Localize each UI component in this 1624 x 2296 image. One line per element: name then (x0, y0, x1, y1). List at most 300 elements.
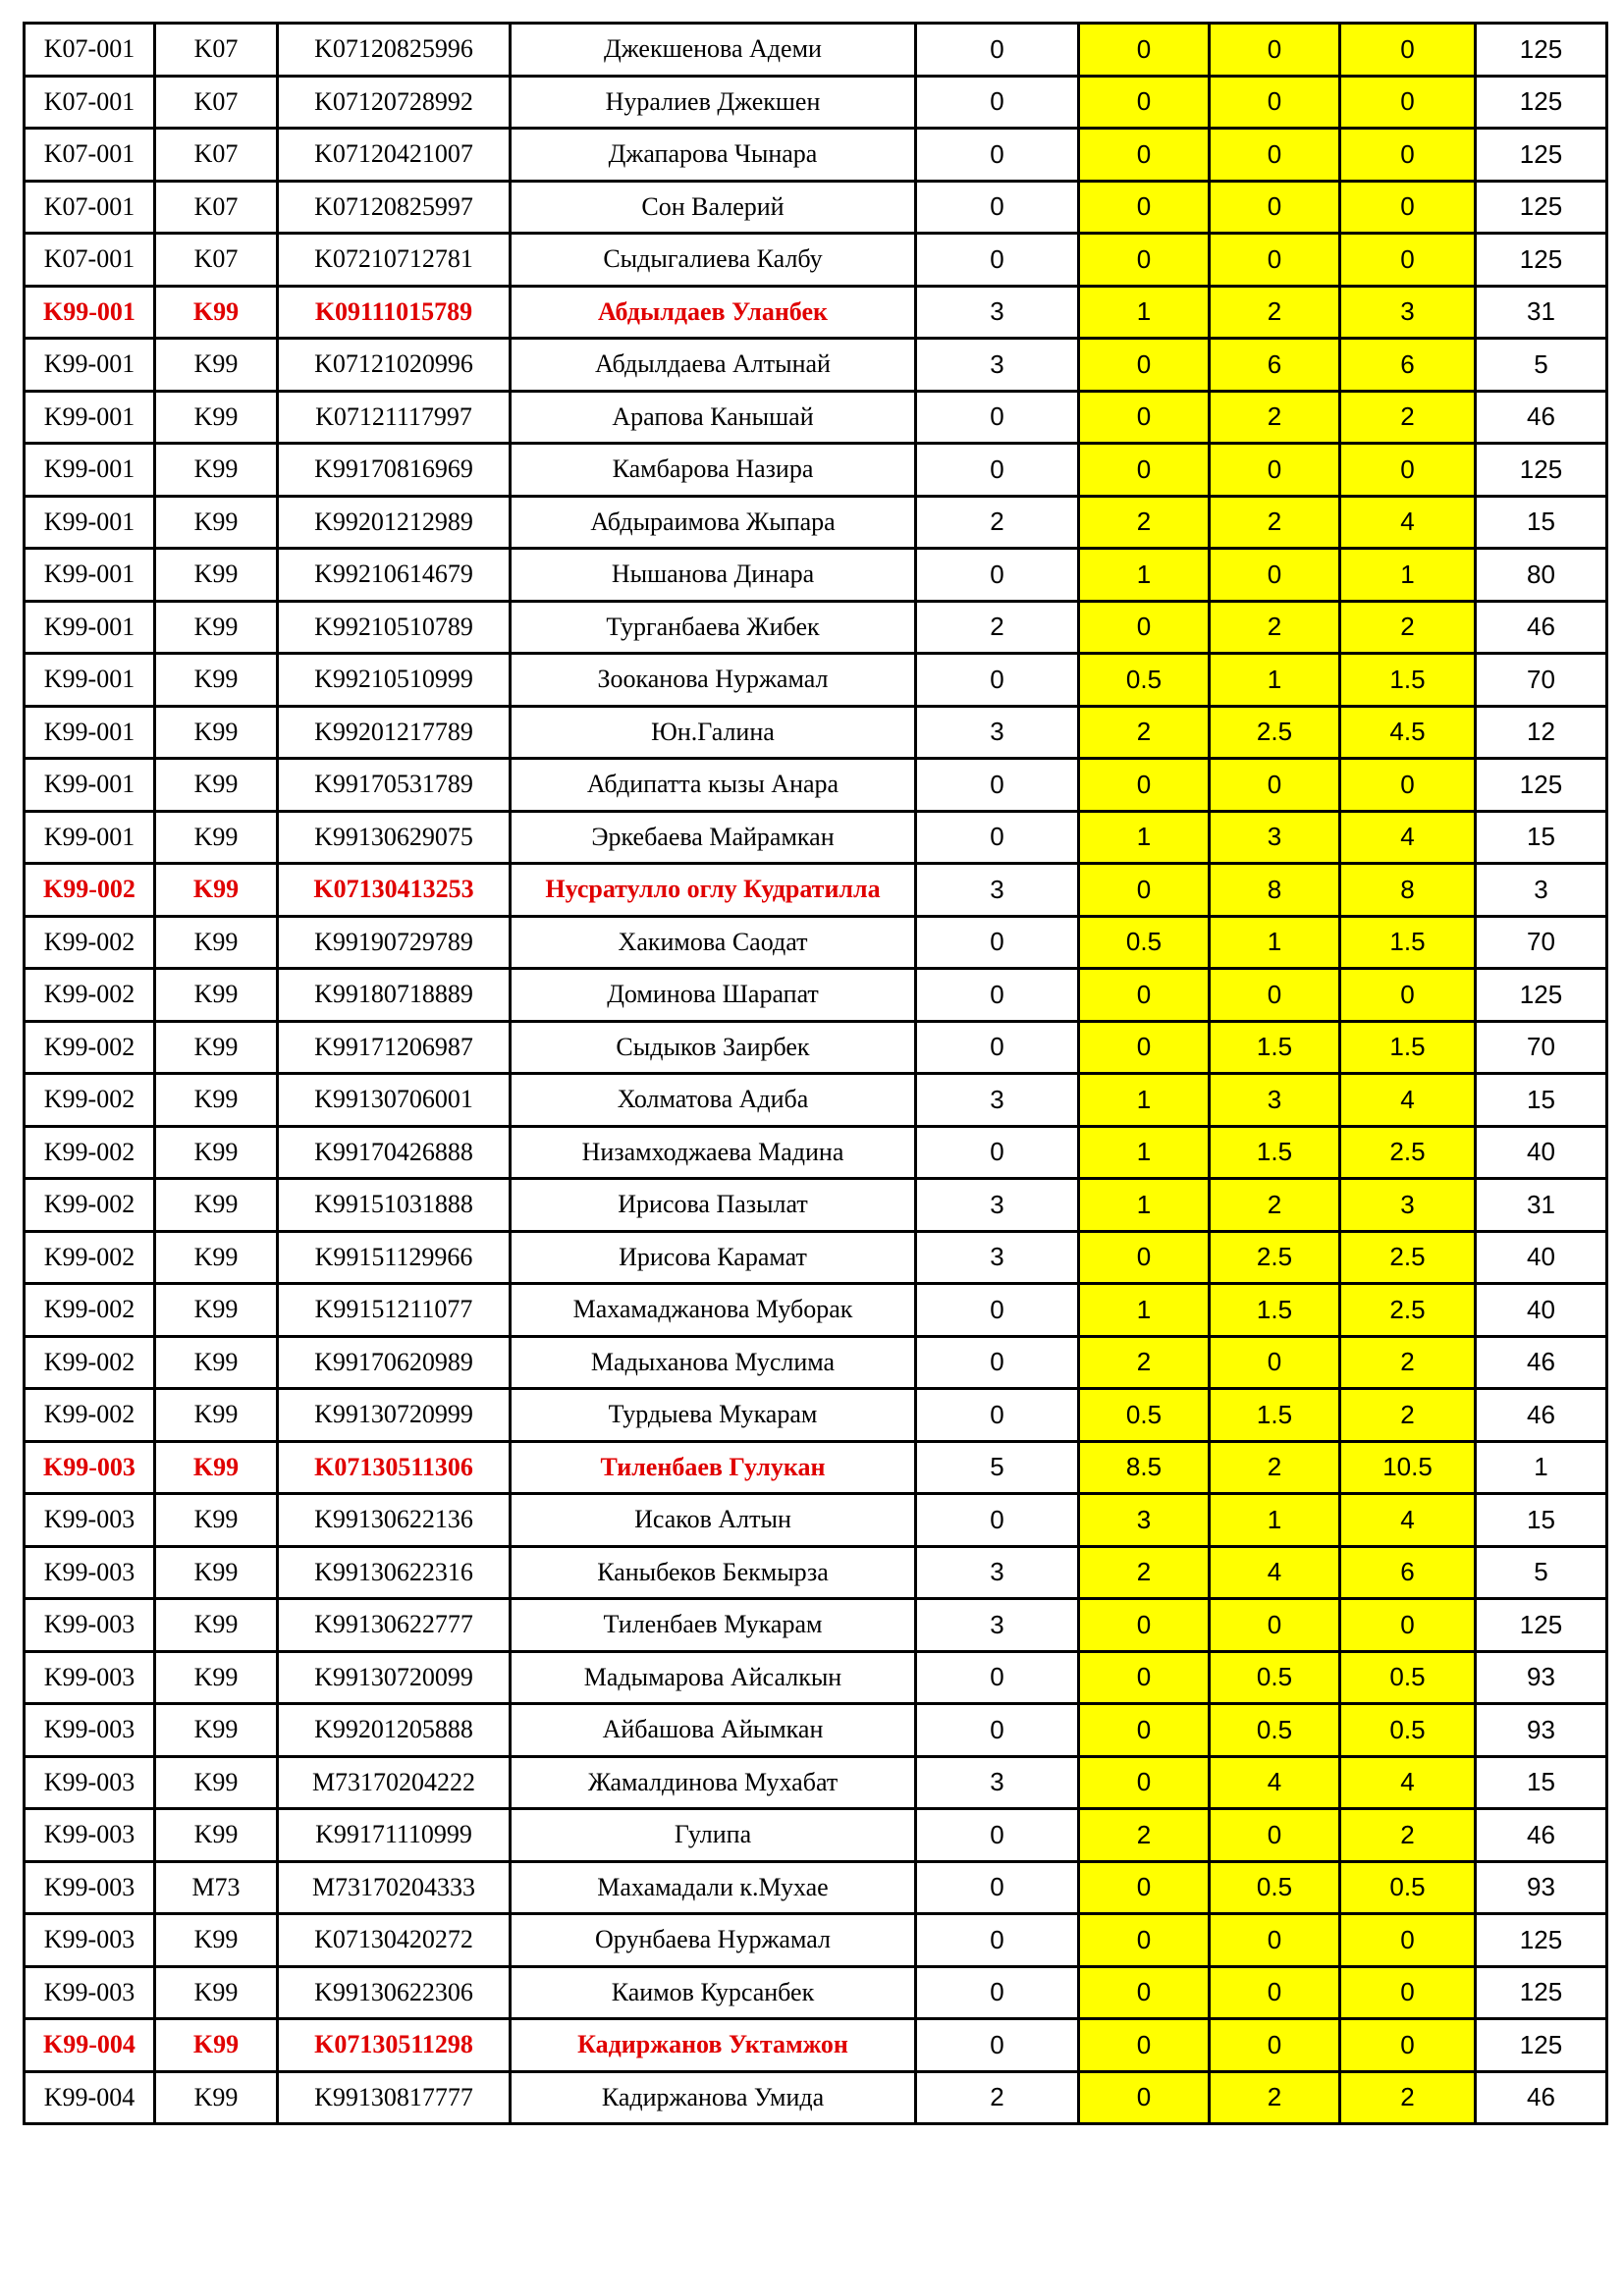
cell-name: Низамходжаева Мадина (511, 1126, 916, 1179)
cell-score-1: 0 (916, 129, 1079, 182)
cell-score-total: 4.5 (1340, 706, 1476, 759)
cell-group: K99 (155, 1546, 278, 1599)
cell-code: K99-004 (25, 2071, 155, 2124)
cell-group: K99 (155, 1126, 278, 1179)
cell-code: K99-003 (25, 1756, 155, 1809)
cell-score-1: 0 (916, 1651, 1079, 1704)
cell-score-3: 2.5 (1210, 706, 1340, 759)
cell-score-3: 1.5 (1210, 1389, 1340, 1442)
cell-score-2: 0 (1079, 1651, 1210, 1704)
table-row (25, 1389, 1607, 1442)
cell-score-3: 1 (1210, 916, 1340, 969)
cell-score-total: 0 (1340, 234, 1476, 287)
cell-score-total: 2 (1340, 601, 1476, 654)
cell-score-total: 0.5 (1340, 1704, 1476, 1757)
cell-score-2: 0.5 (1079, 916, 1210, 969)
table-body (25, 24, 1607, 2124)
cell-name: Орунбаева Нуржамал (511, 1914, 916, 1967)
cell-score-total: 2 (1340, 2071, 1476, 2124)
cell-rank: 70 (1476, 1021, 1607, 1074)
cell-code: K99-002 (25, 1389, 155, 1442)
table-row (25, 1809, 1607, 1862)
cell-score-3: 6 (1210, 339, 1340, 392)
cell-score-2: 1 (1079, 549, 1210, 602)
cell-score-2: 0 (1079, 1704, 1210, 1757)
cell-group: K99 (155, 1021, 278, 1074)
cell-score-total: 3 (1340, 286, 1476, 339)
cell-score-1: 3 (916, 706, 1079, 759)
cell-score-3: 0 (1210, 1336, 1340, 1389)
cell-score-3: 0 (1210, 181, 1340, 234)
cell-score-1: 0 (916, 916, 1079, 969)
cell-score-total: 0 (1340, 1966, 1476, 2019)
cell-group: K99 (155, 444, 278, 497)
cell-name: Абдылдаев Уланбек (511, 286, 916, 339)
cell-rank: 125 (1476, 1966, 1607, 2019)
cell-rank: 15 (1476, 1074, 1607, 1127)
cell-score-1: 2 (916, 496, 1079, 549)
cell-id: K99151031888 (278, 1179, 511, 1232)
cell-id: K99201212989 (278, 496, 511, 549)
cell-code: K99-002 (25, 969, 155, 1022)
cell-name: Камбарова Назира (511, 444, 916, 497)
cell-score-3: 0.5 (1210, 1704, 1340, 1757)
table-row (25, 916, 1607, 969)
cell-score-1: 3 (916, 339, 1079, 392)
cell-code: K99-003 (25, 1966, 155, 2019)
cell-score-3: 0 (1210, 24, 1340, 77)
cell-name: Каныбеков Бекмырза (511, 1546, 916, 1599)
cell-group: K99 (155, 1231, 278, 1284)
cell-score-1: 0 (916, 654, 1079, 707)
cell-group: K99 (155, 1599, 278, 1652)
cell-id: K99151129966 (278, 1231, 511, 1284)
cell-id: K99151211077 (278, 1284, 511, 1337)
cell-name: Сон Валерий (511, 181, 916, 234)
cell-name: Жамалдинова Мухабат (511, 1756, 916, 1809)
cell-score-1: 5 (916, 1441, 1079, 1494)
cell-score-2: 0 (1079, 1756, 1210, 1809)
cell-code: K99-002 (25, 1336, 155, 1389)
table-row (25, 1284, 1607, 1337)
cell-score-2: 0 (1079, 234, 1210, 287)
cell-score-3: 1.5 (1210, 1284, 1340, 1337)
cell-score-1: 0 (916, 1966, 1079, 2019)
cell-code: K99-001 (25, 811, 155, 864)
cell-rank: 125 (1476, 181, 1607, 234)
cell-rank: 3 (1476, 864, 1607, 917)
cell-score-2: 0 (1079, 339, 1210, 392)
cell-id: K99170531789 (278, 759, 511, 812)
cell-score-3: 3 (1210, 811, 1340, 864)
cell-id: M73170204333 (278, 1861, 511, 1914)
cell-score-2: 0 (1079, 181, 1210, 234)
cell-rank: 46 (1476, 1389, 1607, 1442)
cell-score-2: 0 (1079, 1861, 1210, 1914)
cell-score-2: 1 (1079, 286, 1210, 339)
cell-name: Тиленбаев Мукарам (511, 1599, 916, 1652)
cell-score-1: 3 (916, 1179, 1079, 1232)
cell-rank: 93 (1476, 1861, 1607, 1914)
cell-score-3: 0 (1210, 759, 1340, 812)
cell-code: K99-001 (25, 286, 155, 339)
cell-score-1: 0 (916, 1494, 1079, 1547)
cell-score-3: 1.5 (1210, 1126, 1340, 1179)
cell-group: K99 (155, 1809, 278, 1862)
cell-group: K99 (155, 706, 278, 759)
cell-name: Турдыева Мукарам (511, 1389, 916, 1442)
cell-score-1: 3 (916, 1756, 1079, 1809)
cell-rank: 12 (1476, 706, 1607, 759)
cell-score-1: 0 (916, 76, 1079, 129)
cell-score-total: 0 (1340, 181, 1476, 234)
cell-id: K07130413253 (278, 864, 511, 917)
cell-rank: 46 (1476, 1809, 1607, 1862)
cell-score-2: 0 (1079, 864, 1210, 917)
cell-code: K99-003 (25, 1651, 155, 1704)
cell-code: K99-001 (25, 654, 155, 707)
cell-score-1: 3 (916, 286, 1079, 339)
cell-score-1: 0 (916, 181, 1079, 234)
cell-score-total: 0 (1340, 759, 1476, 812)
cell-id: K99190729789 (278, 916, 511, 969)
cell-id: K99201217789 (278, 706, 511, 759)
cell-rank: 40 (1476, 1126, 1607, 1179)
table-row (25, 234, 1607, 287)
cell-name: Абдылдаева Алтынай (511, 339, 916, 392)
cell-name: Джекшенова Адеми (511, 24, 916, 77)
cell-name: Юн.Галина (511, 706, 916, 759)
cell-group: K99 (155, 1179, 278, 1232)
cell-group: K99 (155, 496, 278, 549)
cell-score-1: 0 (916, 2019, 1079, 2072)
cell-score-2: 1 (1079, 1126, 1210, 1179)
cell-name: Хакимова Саодат (511, 916, 916, 969)
cell-score-1: 3 (916, 864, 1079, 917)
cell-score-total: 0 (1340, 24, 1476, 77)
cell-score-total: 0 (1340, 1599, 1476, 1652)
cell-score-3: 3 (1210, 1074, 1340, 1127)
cell-rank: 70 (1476, 654, 1607, 707)
cell-id: K99210510789 (278, 601, 511, 654)
table-row (25, 1021, 1607, 1074)
table-row (25, 1126, 1607, 1179)
table-row (25, 706, 1607, 759)
cell-id: K99130706001 (278, 1074, 511, 1127)
cell-name: Доминова Шарапат (511, 969, 916, 1022)
cell-rank: 1 (1476, 1441, 1607, 1494)
cell-score-total: 2 (1340, 1336, 1476, 1389)
cell-code: K99-003 (25, 1441, 155, 1494)
cell-score-1: 0 (916, 1914, 1079, 1967)
cell-code: K99-002 (25, 1284, 155, 1337)
cell-code: K99-001 (25, 391, 155, 444)
cell-rank: 125 (1476, 969, 1607, 1022)
table-row (25, 444, 1607, 497)
data-table (23, 22, 1608, 2125)
cell-code: K99-003 (25, 1809, 155, 1862)
cell-name: Эркебаева Майрамкан (511, 811, 916, 864)
cell-id: K99130622316 (278, 1546, 511, 1599)
cell-group: K99 (155, 2071, 278, 2124)
cell-name: Джапарова Чынара (511, 129, 916, 182)
cell-code: K99-002 (25, 1179, 155, 1232)
cell-id: K07120421007 (278, 129, 511, 182)
table-row (25, 1179, 1607, 1232)
cell-score-total: 2.5 (1340, 1126, 1476, 1179)
cell-score-total: 0 (1340, 969, 1476, 1022)
cell-name: Ирисова Пазылат (511, 1179, 916, 1232)
cell-id: K99130622136 (278, 1494, 511, 1547)
cell-id: K99130622306 (278, 1966, 511, 2019)
cell-code: K99-003 (25, 1599, 155, 1652)
cell-score-2: 0 (1079, 24, 1210, 77)
cell-code: K99-002 (25, 864, 155, 917)
table-row (25, 601, 1607, 654)
cell-id: K99210614679 (278, 549, 511, 602)
cell-score-total: 4 (1340, 496, 1476, 549)
cell-score-total: 0 (1340, 2019, 1476, 2072)
cell-group: K99 (155, 1494, 278, 1547)
cell-rank: 40 (1476, 1231, 1607, 1284)
cell-code: K99-001 (25, 339, 155, 392)
cell-rank: 70 (1476, 916, 1607, 969)
cell-rank: 125 (1476, 76, 1607, 129)
table-row (25, 969, 1607, 1022)
cell-score-2: 0 (1079, 759, 1210, 812)
cell-code: K99-002 (25, 1231, 155, 1284)
cell-rank: 125 (1476, 759, 1607, 812)
cell-score-1: 3 (916, 1231, 1079, 1284)
table-row (25, 129, 1607, 182)
cell-score-3: 4 (1210, 1756, 1340, 1809)
cell-score-2: 2 (1079, 1809, 1210, 1862)
table-row-group-head (25, 286, 1607, 339)
cell-id: K99130720099 (278, 1651, 511, 1704)
cell-rank: 46 (1476, 1336, 1607, 1389)
cell-name: Сыдыгалиева Калбу (511, 234, 916, 287)
cell-name: Сыдыков Заирбек (511, 1021, 916, 1074)
cell-name: Холматова Адиба (511, 1074, 916, 1127)
cell-score-2: 2 (1079, 1546, 1210, 1599)
cell-score-1: 3 (916, 1546, 1079, 1599)
cell-score-1: 0 (916, 444, 1079, 497)
table-row (25, 2071, 1607, 2124)
cell-score-total: 0 (1340, 129, 1476, 182)
cell-score-2: 1 (1079, 1179, 1210, 1232)
table-row (25, 24, 1607, 77)
cell-score-3: 0 (1210, 1914, 1340, 1967)
cell-group: K99 (155, 1966, 278, 2019)
cell-rank: 125 (1476, 234, 1607, 287)
cell-score-total: 10.5 (1340, 1441, 1476, 1494)
cell-group: K07 (155, 129, 278, 182)
cell-score-3: 2 (1210, 1179, 1340, 1232)
cell-group: K99 (155, 864, 278, 917)
cell-id: K99130720999 (278, 1389, 511, 1442)
cell-code: K07-001 (25, 76, 155, 129)
cell-score-3: 0.5 (1210, 1651, 1340, 1704)
cell-score-total: 6 (1340, 1546, 1476, 1599)
cell-id: K09111015789 (278, 286, 511, 339)
table-row (25, 496, 1607, 549)
cell-name: Нуралиев Джекшен (511, 76, 916, 129)
cell-score-3: 0 (1210, 76, 1340, 129)
cell-score-3: 8 (1210, 864, 1340, 917)
cell-score-2: 2 (1079, 706, 1210, 759)
cell-score-1: 3 (916, 1599, 1079, 1652)
cell-score-1: 0 (916, 1336, 1079, 1389)
cell-rank: 93 (1476, 1704, 1607, 1757)
cell-id: K99130817777 (278, 2071, 511, 2124)
cell-score-2: 2 (1079, 496, 1210, 549)
cell-rank: 46 (1476, 391, 1607, 444)
cell-name: Исаков Алтын (511, 1494, 916, 1547)
cell-id: K99130622777 (278, 1599, 511, 1652)
cell-name: Кадиржанов Уктамжон (511, 2019, 916, 2072)
cell-score-1: 0 (916, 759, 1079, 812)
cell-score-1: 0 (916, 1284, 1079, 1337)
cell-code: K99-001 (25, 444, 155, 497)
cell-score-2: 1 (1079, 1284, 1210, 1337)
cell-rank: 15 (1476, 1756, 1607, 1809)
cell-score-1: 2 (916, 2071, 1079, 2124)
cell-score-1: 0 (916, 1809, 1079, 1862)
cell-score-total: 0.5 (1340, 1861, 1476, 1914)
cell-score-3: 2 (1210, 601, 1340, 654)
cell-name: Нышанова Динара (511, 549, 916, 602)
cell-id: K07121020996 (278, 339, 511, 392)
cell-code: K99-003 (25, 1914, 155, 1967)
cell-score-3: 0 (1210, 444, 1340, 497)
cell-rank: 125 (1476, 129, 1607, 182)
cell-score-3: 2 (1210, 496, 1340, 549)
table-row (25, 1494, 1607, 1547)
cell-group: K99 (155, 1651, 278, 1704)
cell-score-1: 0 (916, 24, 1079, 77)
cell-code: K99-001 (25, 601, 155, 654)
cell-score-3: 0 (1210, 549, 1340, 602)
cell-score-2: 2 (1079, 1336, 1210, 1389)
cell-score-3: 2 (1210, 1441, 1340, 1494)
cell-score-2: 0 (1079, 1021, 1210, 1074)
cell-group: K99 (155, 654, 278, 707)
cell-score-3: 0.5 (1210, 1861, 1340, 1914)
cell-score-3: 1.5 (1210, 1021, 1340, 1074)
cell-score-total: 0 (1340, 444, 1476, 497)
cell-group: K99 (155, 339, 278, 392)
cell-score-total: 4 (1340, 811, 1476, 864)
cell-score-2: 3 (1079, 1494, 1210, 1547)
cell-code: K99-001 (25, 496, 155, 549)
table-row (25, 759, 1607, 812)
table-row (25, 1756, 1607, 1809)
cell-id: K99171206987 (278, 1021, 511, 1074)
cell-name: Кадиржанова Умида (511, 2071, 916, 2124)
cell-score-1: 0 (916, 1126, 1079, 1179)
cell-id: K99130629075 (278, 811, 511, 864)
table-row (25, 549, 1607, 602)
cell-name: Абдипатта кызы Анара (511, 759, 916, 812)
cell-code: K99-003 (25, 1861, 155, 1914)
cell-score-total: 2 (1340, 1389, 1476, 1442)
cell-score-total: 4 (1340, 1494, 1476, 1547)
cell-id: K99180718889 (278, 969, 511, 1022)
cell-id: K07210712781 (278, 234, 511, 287)
cell-score-total: 2.5 (1340, 1284, 1476, 1337)
cell-score-1: 0 (916, 391, 1079, 444)
cell-id: K07121117997 (278, 391, 511, 444)
cell-code: K99-001 (25, 706, 155, 759)
cell-group: K99 (155, 916, 278, 969)
cell-score-2: 0 (1079, 2071, 1210, 2124)
cell-score-total: 2 (1340, 1809, 1476, 1862)
cell-name: Гулипа (511, 1809, 916, 1862)
cell-name: Арапова Канышай (511, 391, 916, 444)
cell-group: K99 (155, 811, 278, 864)
cell-score-1: 0 (916, 1389, 1079, 1442)
cell-group: K07 (155, 24, 278, 77)
cell-score-2: 0 (1079, 2019, 1210, 2072)
cell-code: K99-003 (25, 1704, 155, 1757)
cell-group: K99 (155, 549, 278, 602)
cell-group: K07 (155, 234, 278, 287)
cell-code: K99-004 (25, 2019, 155, 2072)
cell-name: Махамадали к.Мухае (511, 1861, 916, 1914)
cell-id: K99210510999 (278, 654, 511, 707)
cell-group: K99 (155, 1704, 278, 1757)
cell-rank: 31 (1476, 286, 1607, 339)
table-row (25, 1861, 1607, 1914)
cell-score-total: 0.5 (1340, 1651, 1476, 1704)
cell-rank: 31 (1476, 1179, 1607, 1232)
cell-rank: 125 (1476, 444, 1607, 497)
cell-group: K99 (155, 1914, 278, 1967)
cell-score-2: 0 (1079, 601, 1210, 654)
table-row (25, 811, 1607, 864)
cell-name: Айбашова Айымкан (511, 1704, 916, 1757)
cell-score-total: 8 (1340, 864, 1476, 917)
cell-score-total: 2.5 (1340, 1231, 1476, 1284)
cell-name: Мадымарова Айсалкын (511, 1651, 916, 1704)
cell-id: K99170426888 (278, 1126, 511, 1179)
cell-name: Нусратулло оглу Кудратилла (511, 864, 916, 917)
table-row (25, 181, 1607, 234)
cell-group: M73 (155, 1861, 278, 1914)
cell-score-2: 0 (1079, 129, 1210, 182)
cell-score-3: 0 (1210, 1809, 1340, 1862)
cell-id: M73170204222 (278, 1756, 511, 1809)
cell-rank: 93 (1476, 1651, 1607, 1704)
cell-rank: 15 (1476, 811, 1607, 864)
table-row (25, 1651, 1607, 1704)
cell-id: K07130420272 (278, 1914, 511, 1967)
cell-score-3: 2.5 (1210, 1231, 1340, 1284)
cell-name: Тиленбаев Гулукан (511, 1441, 916, 1494)
cell-code: K99-002 (25, 1074, 155, 1127)
cell-name: Ирисова Карамат (511, 1231, 916, 1284)
cell-id: K99170816969 (278, 444, 511, 497)
cell-group: K99 (155, 1756, 278, 1809)
cell-rank: 5 (1476, 339, 1607, 392)
cell-id: K07120825997 (278, 181, 511, 234)
cell-code: K99-001 (25, 549, 155, 602)
cell-rank: 46 (1476, 601, 1607, 654)
cell-rank: 46 (1476, 2071, 1607, 2124)
cell-score-total: 3 (1340, 1179, 1476, 1232)
cell-score-1: 3 (916, 1074, 1079, 1127)
table-row (25, 1914, 1607, 1967)
